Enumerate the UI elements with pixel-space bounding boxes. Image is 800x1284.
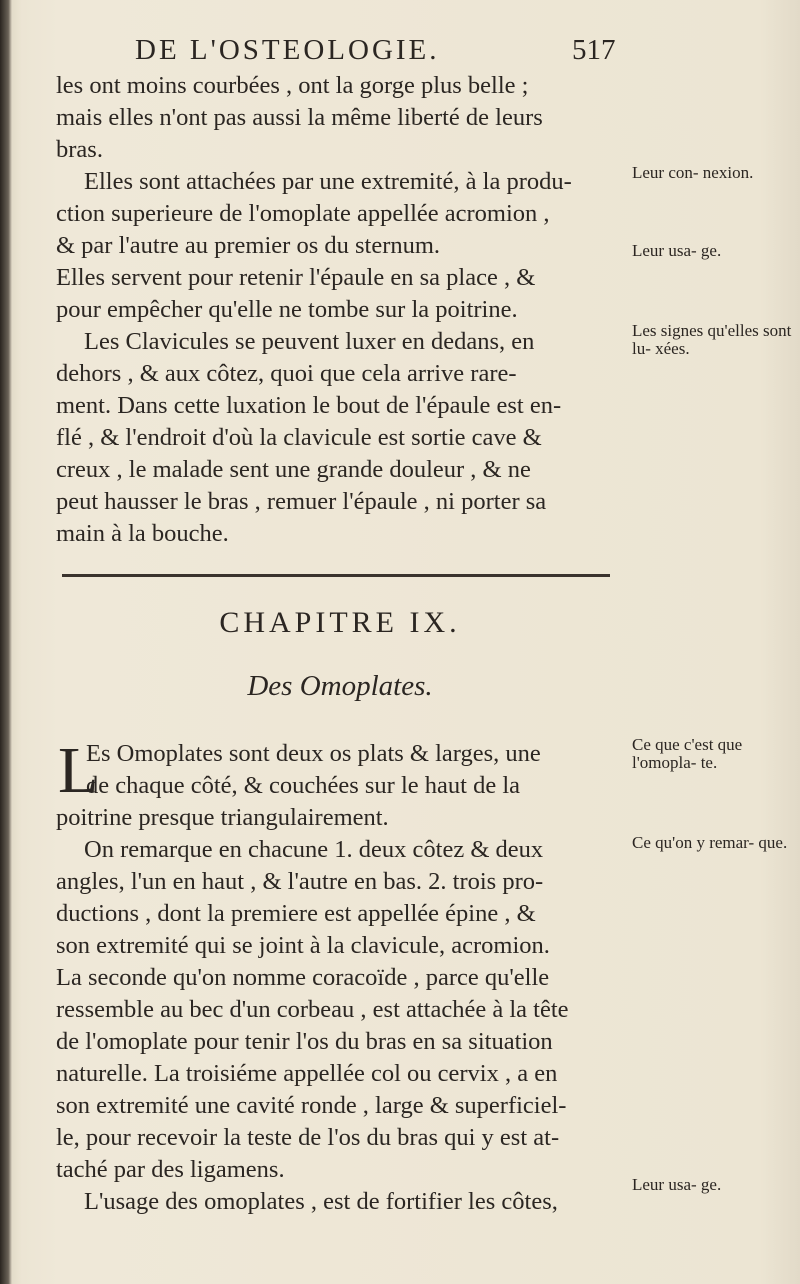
text-line: creux , le malade sent une grande douleur , & ne: [56, 456, 531, 483]
text-line: Les Clavicules se peuvent luxer en dedans, en: [84, 328, 535, 355]
margin-note-connexion: Leur con- nexion.: [632, 163, 754, 182]
text-line: le, pour recevoir la teste de l'os du bras qui y est at-: [56, 1124, 560, 1151]
page-gutter: [0, 0, 12, 1284]
section-divider: [62, 574, 610, 577]
text-line: Es Omoplates sont deux os plats & larges, une: [86, 740, 541, 767]
page-header: [0, 30, 800, 70]
text-line: ction superieure de l'omoplate appellée acromion ,: [56, 200, 550, 227]
text-line: L'usage des omoplates , est de fortifier les côtes,: [84, 1188, 558, 1215]
chapter-subtitle: Des Omoplates.: [247, 670, 433, 702]
text-line: peut hausser le bras , remuer l'épaule , ni porter sa: [56, 488, 547, 515]
text-line: ressemble au bec d'un corbeau , est attachée à la tête: [56, 996, 569, 1023]
chapter-heading: CHAPITRE IX.: [219, 606, 461, 639]
text-line: son extremité une cavité ronde , large & superficiel-: [56, 1092, 567, 1119]
text-line: dehors , & aux côtez, quoi que cela arrive rare-: [56, 360, 517, 387]
text-line: naturelle. La troisiéme appellée col ou cervix , a en: [56, 1060, 558, 1087]
margin-note-signs: Les signes qu'elles sont lu- xées.: [632, 321, 792, 358]
text-line: poitrine presque triangulairement.: [56, 804, 389, 831]
text-line: pour empêcher qu'elle ne tombe sur la poitrine.: [56, 296, 518, 323]
text-line: les ont moins courbées , ont la gorge plus belle ;: [56, 72, 529, 99]
text-line: main à la bouche.: [56, 520, 229, 547]
text-line: mais elles n'ont pas aussi la même liberté de leurs: [56, 104, 543, 131]
text-line: taché par des ligamens.: [56, 1156, 285, 1183]
section-omoplates-text: [56, 734, 626, 1218]
text-line: La seconde qu'on nomme coracoïde , parce qu'elle: [56, 964, 550, 991]
margin-note-remarks: Ce qu'on y remar- que.: [632, 833, 788, 852]
section-clavicles-text: [56, 70, 626, 550]
margin-note-definition: Ce que c'est que l'omopla- te.: [632, 735, 743, 772]
text-line: son extremité qui se joint à la clavicule, acromion.: [56, 932, 550, 959]
margin-note-usage-omoplates: Leur usa- ge.: [632, 1175, 722, 1194]
margin-note-usage: Leur usa- ge.: [632, 241, 722, 260]
text-line: Elles sont attachées par une extremité, à la produ-: [84, 168, 572, 195]
text-line: Elles servent pour retenir l'épaule en sa place , &: [56, 264, 536, 291]
text-line: & par l'autre au premier os du sternum.: [56, 232, 441, 259]
text-line: flé , & l'endroit d'où la clavicule est sortie cave &: [56, 424, 542, 451]
text-line: angles, l'un en haut , & l'autre en bas. 2. trois pro-: [56, 868, 544, 895]
drop-cap: L: [58, 734, 99, 807]
running-title: DE L'OSTEOLOGIE.: [135, 34, 440, 66]
text-line: ment. Dans cette luxation le bout de l'épaule est en-: [56, 392, 562, 419]
text-line: de chaque côté, & couchées sur le haut de la: [86, 772, 521, 799]
text-line: bras.: [56, 136, 103, 163]
text-line: On remarque en chacune 1. deux côtez & deux: [84, 836, 544, 863]
page-number: 517: [572, 34, 616, 66]
text-line: ductions , dont la premiere est appellée épine , &: [56, 900, 536, 927]
text-line: de l'omoplate pour tenir l'os du bras en sa situation: [56, 1028, 553, 1055]
